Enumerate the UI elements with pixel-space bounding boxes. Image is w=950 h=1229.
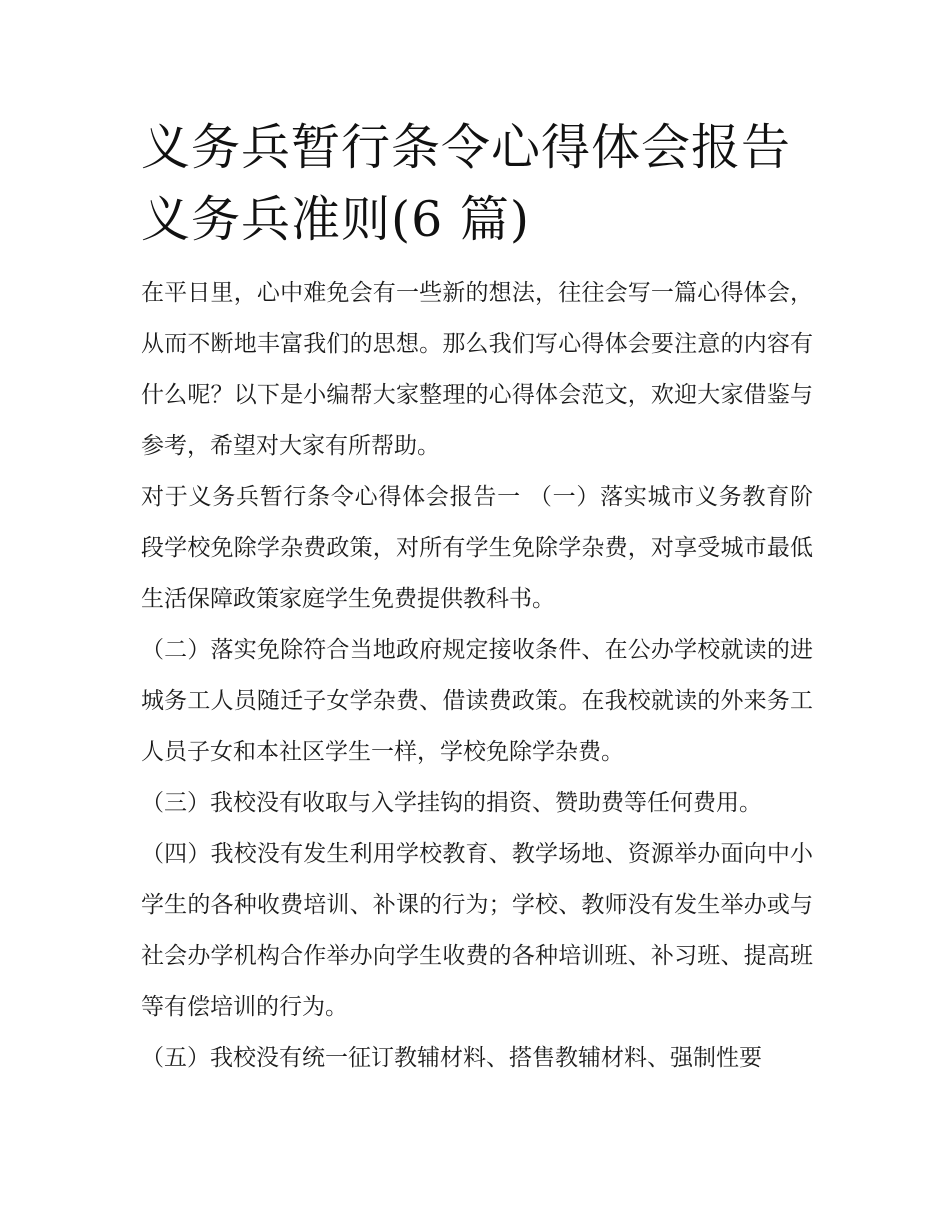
document-body <box>141 268 813 1084</box>
paragraph-item-3: （三）我校没有收取与入学挂钩的捐资、赞助费等任何费用。 <box>141 790 762 816</box>
paragraph-item-5: （五）我校没有统一征订教辅材料、搭售教辅材料、强制性要 <box>141 1045 762 1071</box>
title-line-2: 义务兵准则(6 篇) <box>141 191 530 248</box>
paragraph-item-4: （四）我校没有发生利用学校教育、教学场地、资源举办面向中小学生的各种收费培训、补课的行为；学校、教师没有发生举办或与社会办学机构合作举办向学生收费的各种培训班、补习班、提高班等有偿培训的行为。 <box>141 841 813 1020</box>
title-line-1: 义务兵暂行条令心得体会报告 <box>141 119 792 176</box>
paragraph-item-1: 对于义务兵暂行条令心得体会报告一 （一）落实城市义务教育阶段学校免除学杂费政策，对所有学生免除学杂费，对享受城市最低生活保障政策家庭学生免费提供教科书。 <box>141 484 813 612</box>
paragraph-intro: 在平日里，心中难免会有一些新的想法，往往会写一篇心得体会，从而不断地丰富我们的思想。那么我们写心得体会要注意的内容有什么呢？以下是小编帮大家整理的心得体会范文，欢迎大家借鉴与参考，希望对大家有所帮助。 <box>141 280 813 459</box>
document-content <box>141 112 813 1084</box>
paragraph-item-2: （二）落实免除符合当地政府规定接收条件、在公办学校就读的进城务工人员随迁子女学杂费、借读费政策。在我校就读的外来务工人员子女和本社区学生一样，学校免除学杂费。 <box>141 637 813 765</box>
document-title <box>141 112 813 256</box>
